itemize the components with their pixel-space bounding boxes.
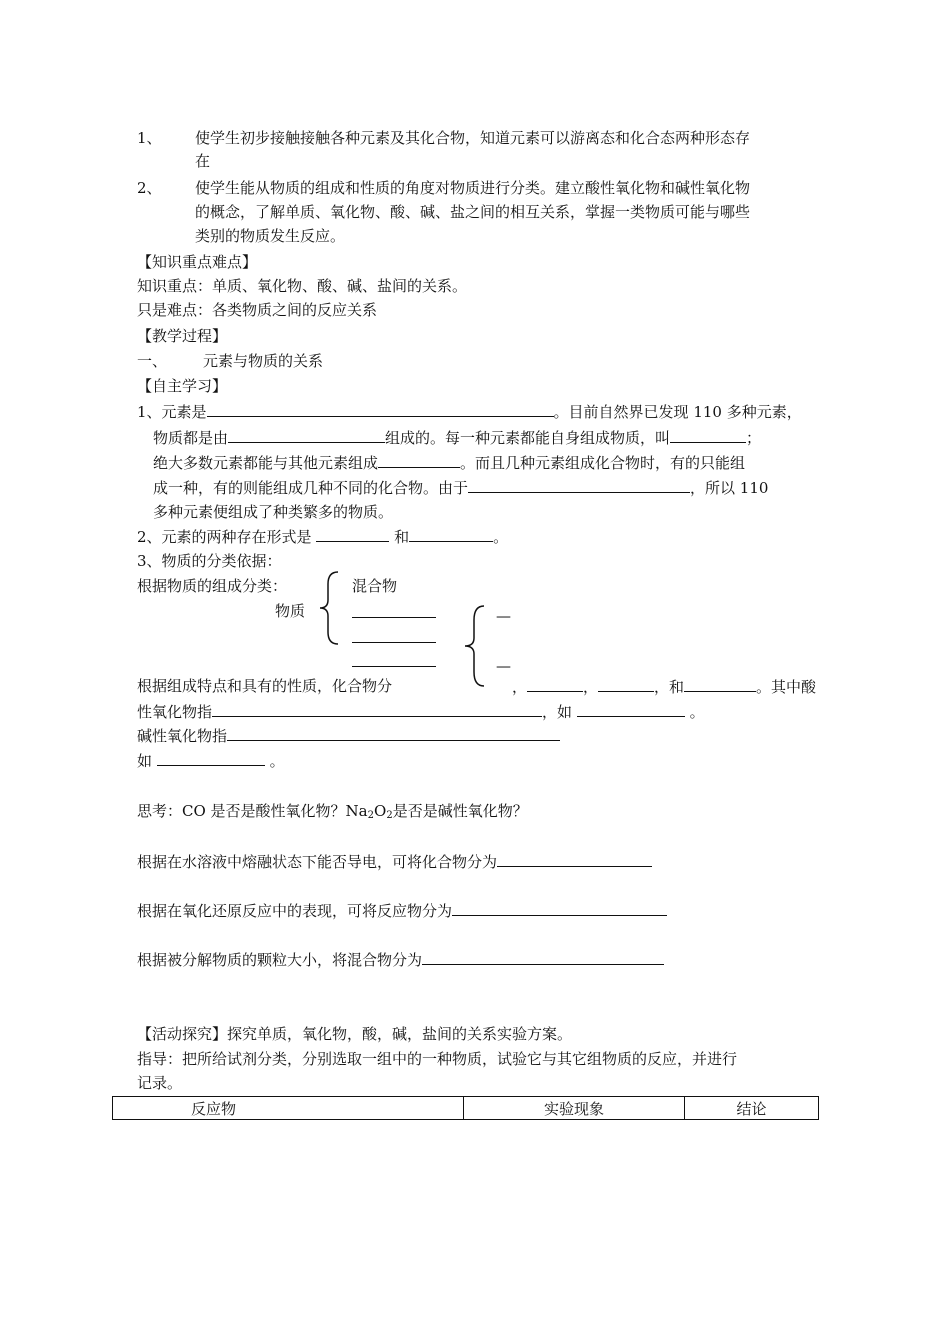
guide-line2: 记录。 — [137, 1074, 183, 1092]
compound-blank-2[interactable] — [598, 676, 654, 692]
compound-blank-3[interactable] — [684, 676, 756, 692]
objective-1-number: 1、 — [137, 129, 162, 147]
objective-1-line1: 使学生初步接触接触各种元素及其化合物，知道元素可以游离态和化合态两种形态存 — [195, 129, 751, 147]
basic-oxide-example-blank[interactable] — [157, 750, 265, 766]
q2-blank-form-1[interactable] — [316, 526, 389, 542]
compound-blank-1[interactable] — [527, 676, 583, 692]
q2-blank-form-2[interactable] — [409, 526, 493, 542]
header-phenomena: 实验现象 — [464, 1097, 685, 1120]
q1-line2: 物质都是由 组成的。每一种元素都能自身组成物质，叫 ； — [153, 429, 762, 447]
q1-blank-compound[interactable] — [378, 452, 460, 468]
key-points-heading: 【知识重点难点】 — [137, 253, 258, 271]
objective-2-line3: 类别的物质发生反应。 — [195, 227, 346, 245]
blank-pure-substance[interactable] — [352, 617, 436, 618]
objective-1-line2: 在 — [195, 152, 211, 170]
header-conclusion: 结论 — [685, 1097, 819, 1120]
activity-line — [137, 1024, 572, 1044]
results-table — [112, 1096, 819, 1120]
compound-blanks: ， ， ，和 。其中酸 — [512, 678, 817, 696]
q1-line3: 绝大多数元素都能与其他元素组成 。而且几种元素组成化合物时，有的只能组 — [153, 454, 746, 472]
q1-blank-simple-substance[interactable] — [670, 427, 746, 443]
header-reactants: 反应物 — [113, 1097, 464, 1120]
think-question: 思考：CO 是否是酸性氧化物？$Na_2O_2$是否是碱性氧化物？ — [137, 802, 528, 821]
q1-line5: 多种元素便组成了种类繁多的物质。 — [153, 503, 394, 521]
q1-blank-reason[interactable] — [468, 477, 690, 493]
blank-subclass-1[interactable] — [352, 642, 436, 643]
q1-blank-composed-of[interactable] — [228, 427, 385, 443]
section-1-title: 元素与物质的关系 — [203, 352, 324, 370]
classify-redox: 根据在氧化还原反应中的表现，可将反应物分为 — [137, 900, 667, 921]
classify-by-composition: 根据物质的组成分类： — [137, 577, 288, 595]
redox-blank[interactable] — [452, 900, 667, 916]
self-study-heading: 【自主学习】 — [137, 377, 228, 395]
acid-oxide-line: 性氧化物指 ，如 。 — [137, 703, 705, 721]
conductivity-blank[interactable] — [497, 851, 652, 867]
dash-1: — — [496, 607, 511, 625]
blank-subclass-2[interactable] — [352, 666, 436, 667]
compound-classify-line: 根据组成特点和具有的性质，化合物分 — [137, 677, 393, 695]
basic-oxide-example-line: 如 。 — [137, 752, 285, 770]
q1-blank-definition[interactable] — [207, 401, 554, 417]
substance-label: 物质 — [275, 602, 306, 620]
objective-2-line1: 使学生能从物质的组成和性质的角度对物质进行分类。建立酸性氧化物和碱性氧化物 — [195, 179, 751, 197]
left-brace-icon — [316, 570, 342, 646]
guide-line1: 指导：把所给试剂分类，分别选取一组中的一种物质，试验它与其它组物质的反应，并进行 — [137, 1050, 738, 1068]
particle-size-blank[interactable] — [422, 949, 664, 965]
q2-line: 2、元素的两种存在形式是 和 。 — [137, 528, 509, 546]
basic-oxide-definition-blank[interactable] — [227, 725, 560, 741]
mixture-label: 混合物 — [352, 577, 398, 595]
classify-conductivity: 根据在水溶液中熔融状态下能否导电，可将化合物分为 — [137, 851, 652, 872]
q1-line1: 1、元素是 。目前自然界已发现 110 多种元素， — [137, 403, 802, 421]
q1-line4: 成一种，有的则能组成几种不同的化合物。由于 ，所以 110 — [153, 479, 769, 497]
dash-2: — — [496, 657, 511, 675]
table-header-row — [113, 1097, 819, 1120]
acid-oxide-example-blank[interactable] — [577, 701, 685, 717]
classify-particle-size: 根据被分解物质的颗粒大小，将混合物分为 — [137, 949, 664, 970]
right-brace-icon — [460, 604, 488, 688]
objective-2-number: 2、 — [137, 179, 162, 197]
basic-oxide-line: 碱性氧化物指 — [137, 725, 560, 746]
section-1-number: 一、 — [137, 352, 168, 370]
activity-heading: 【活动探究】 — [137, 1025, 228, 1043]
key-focus: 知识重点：单质、氧化物、酸、碱、盐间的关系。 — [137, 277, 468, 295]
key-difficulty: 只是难点：各类物质之间的反应关系 — [137, 301, 378, 319]
objective-2-line2: 的概念，了解单质、氧化物、酸、碱、盐之间的相互关系，掌握一类物质可能与哪些 — [195, 203, 751, 221]
q3-title: 3、物质的分类依据： — [137, 552, 282, 570]
activity-text: 探究单质，氧化物，酸，碱，盐间的关系实验方案。 — [227, 1025, 573, 1043]
acid-oxide-definition-blank[interactable] — [212, 701, 542, 717]
teaching-process-heading: 【教学过程】 — [137, 327, 228, 345]
